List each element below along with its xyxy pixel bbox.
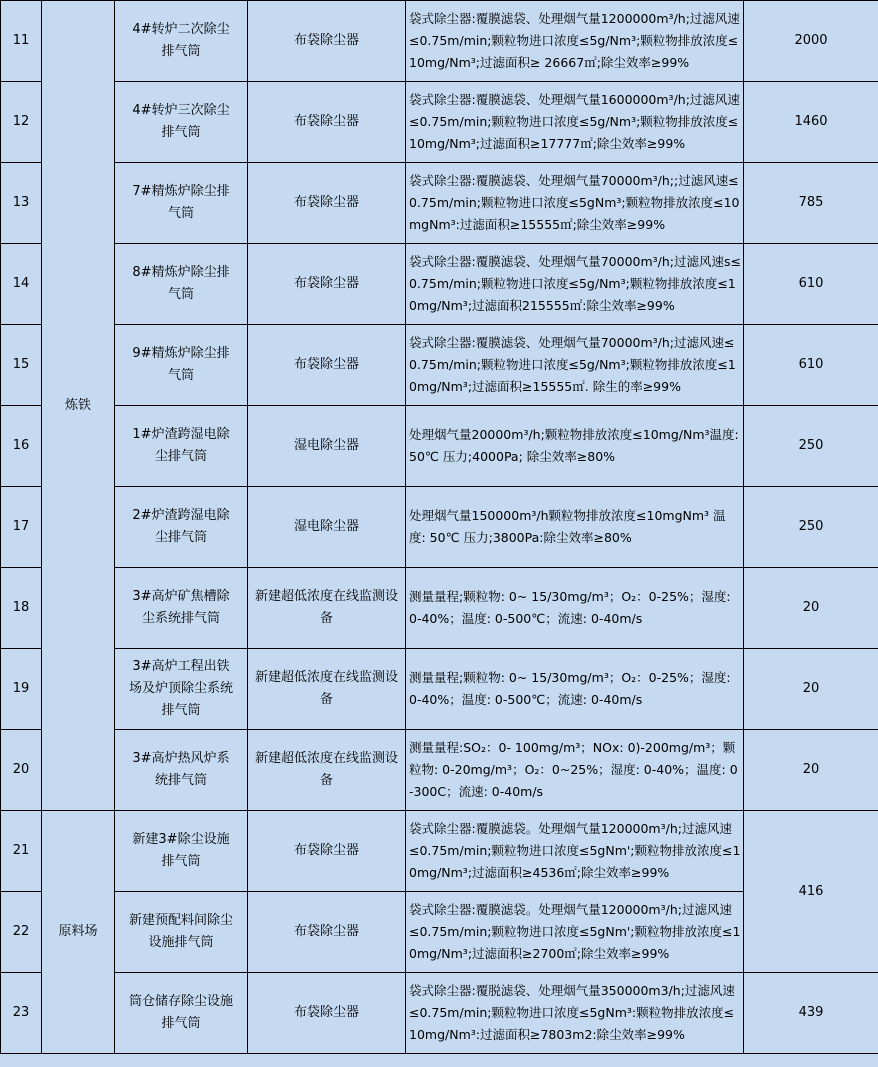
equipment-type: 湿电除尘器 [248,406,406,487]
equipment-spec: 测量量程:SO₂：0- 100mg/m³；NOx: 0)-200mg/m³；颗粒物: 0-20mg/m³；O₂：0~25%；湿度: 0-40%；温度: 0-300C；流速: 0-40m/s [406,730,744,811]
table-row [1,325,878,406]
outlet-name: 新建预配料间除尘设施排气筒 [115,892,248,973]
equipment-spec: 袋式除尘器:覆脱滤袋、处理烟气量350000m3/h;过滤风速≤0.75m/min;颗粒物进口浓度≤5gNm³:颗粒物排放浓度≤10mg/Nm³:过滤面积≥7803m2:除尘效率≥99% [406,973,744,1054]
outlet-name: 3#高炉热风炉系统排气筒 [115,730,248,811]
equipment-type: 布袋除尘器 [248,973,406,1054]
table-row [1,244,878,325]
equipment-spec: 处理烟气量20000m³/h;颗粒物排放浓度≤10mg/Nm³温度: 50℃ 压力;4000Pa; 除尘效率≥80% [406,406,744,487]
equipment-type: 布袋除尘器 [248,892,406,973]
row-number: 21 [1,811,42,892]
row-number: 16 [1,406,42,487]
outlet-name: 9#精炼炉除尘排气筒 [115,325,248,406]
row-number: 13 [1,163,42,244]
equipment-spec: 袋式除尘器:覆膜滤袋、处理烟气量70000m³/h;过滤风速≤0.75m/min;颗粒物进口浓度≤5g/Nm³;颗粒物排放浓度≤10mg/Nm³;过滤面积≥15555㎡. 除生的率≥99% [406,325,744,406]
table-row [1,1,878,82]
amount: 610 [744,244,878,325]
equipment-type: 新建超低浓度在线监测设备 [248,568,406,649]
amount: 20 [744,730,878,811]
outlet-name: 4#转炉二次除尘排气筒 [115,1,248,82]
table-row [1,163,878,244]
equipment-type: 布袋除尘器 [248,163,406,244]
outlet-name: 2#炉渣跨湿电除尘排气筒 [115,487,248,568]
equipment-type: 布袋除尘器 [248,1,406,82]
equipment-type: 新建超低浓度在线监测设备 [248,730,406,811]
group-cell-lianti: 炼铁 [42,1,115,811]
equipment-type: 新建超低浓度在线监测设备 [248,649,406,730]
equipment-type: 布袋除尘器 [248,82,406,163]
amount: 250 [744,487,878,568]
equipment-type: 布袋除尘器 [248,244,406,325]
amount: 785 [744,163,878,244]
row-number: 19 [1,649,42,730]
row-number: 23 [1,973,42,1054]
table-row [1,487,878,568]
equipment-spec: 测量量程;颗粒物: 0~ 15/30mg/m³；O₂：0-25%；湿度: 0-40%；温度: 0-500℃；流速: 0-40m/s [406,649,744,730]
outlet-name: 3#高炉工程出铁场及炉顶除尘系统排气筒 [115,649,248,730]
equipment-spec: 袋式除尘器:覆膜滤袋、处理烟气量1200000m³/h;过滤风速≤0.75m/min;颗粒物进口浓度≤5g/Nm³;颗粒物排放浓度≤10mg/Nm³;过滤面积≥ 26667㎡;除尘效率≥99% [406,1,744,82]
table-row [1,568,878,649]
equipment-spec: 袋式除尘器:覆膜滤袋、处理烟气量1600000m³/h;过滤风速≤0.75m/min;颗粒物进口浓度≤5g/Nm³;颗粒物排放浓度≤10mg/Nm³;过滤面积≥17777㎡;除尘效率≥99% [406,82,744,163]
equipment-spec: 袋式除尘器:覆膜滤袋、处理烟气量70000m³/h;;过滤风速≤0.75m/min;颗粒物进口浓度≤5gNm³;颗粒物排放浓度≤10mgNm³:过滤面积≥15555㎡;除尘效率≥99% [406,163,744,244]
table-row [1,730,878,811]
amount: 20 [744,649,878,730]
table-row [1,82,878,163]
table-row [1,649,878,730]
outlet-name: 筒仓储存除尘设施排气筒 [115,973,248,1054]
outlet-name: 新建3#除尘设施排气筒 [115,811,248,892]
equipment-spec: 处理烟气量150000m³/h颗粒物排放浓度≤10mgNm³ 温度: 50℃ 压力;3800Pa:除尘效率≥80% [406,487,744,568]
amount: 1460 [744,82,878,163]
outlet-name: 3#高炉矿焦槽除尘系统排气筒 [115,568,248,649]
equipment-type: 布袋除尘器 [248,325,406,406]
row-number: 14 [1,244,42,325]
row-number: 22 [1,892,42,973]
row-number: 20 [1,730,42,811]
amount-merged: 416 [744,811,878,973]
group-cell-yuanliao: 原料场 [42,811,115,1054]
equipment-spec: 袋式除尘器:覆膜滤袋。处理烟气量120000m³/h;过滤风速≤0.75m/min;颗粒物进口浓度≤5gNm';颗粒物排放浓度≤10mg/Nm³;过滤面积≥2700㎡;除尘效率≥99% [406,892,744,973]
equipment-spec: 袋式除尘器:覆膜滤袋。处理烟气量120000m³/h;过滤风速≤0.75m/min;颗粒物进口浓度≤5gNm';颗粒物排放浓度≤10mg/Nm³;过滤面积≥4536㎡;除尘效率≥99% [406,811,744,892]
equipment-spec: 测量量程;颗粒物: 0~ 15/30mg/m³；O₂：0-25%；湿度: 0-40%；温度: 0-500℃；流速: 0-40m/s [406,568,744,649]
table-row [1,973,878,1054]
amount: 2000 [744,1,878,82]
row-number: 11 [1,1,42,82]
amount: 250 [744,406,878,487]
amount: 610 [744,325,878,406]
outlet-name: 1#炉渣跨湿电除尘排气筒 [115,406,248,487]
outlet-name: 7#精炼炉除尘排气筒 [115,163,248,244]
equipment-type: 湿电除尘器 [248,487,406,568]
row-number: 18 [1,568,42,649]
row-number: 12 [1,82,42,163]
outlet-name: 8#精炼炉除尘排气筒 [115,244,248,325]
amount: 20 [744,568,878,649]
amount: 439 [744,973,878,1054]
table-row [1,811,878,892]
row-number: 17 [1,487,42,568]
table-row [1,406,878,487]
equipment-type: 布袋除尘器 [248,811,406,892]
equipment-spec: 袋式除尘器:覆膜滤袋、处理烟气量70000m³/h;过滤风速s≤0.75m/min;颗粒物进口浓度≤5g/Nm³;颗粒物排放浓度≤10mg/Nm³;过滤面积215555㎡:除尘效率≥99% [406,244,744,325]
row-number: 15 [1,325,42,406]
outlet-name: 4#转炉三次除尘排气筒 [115,82,248,163]
